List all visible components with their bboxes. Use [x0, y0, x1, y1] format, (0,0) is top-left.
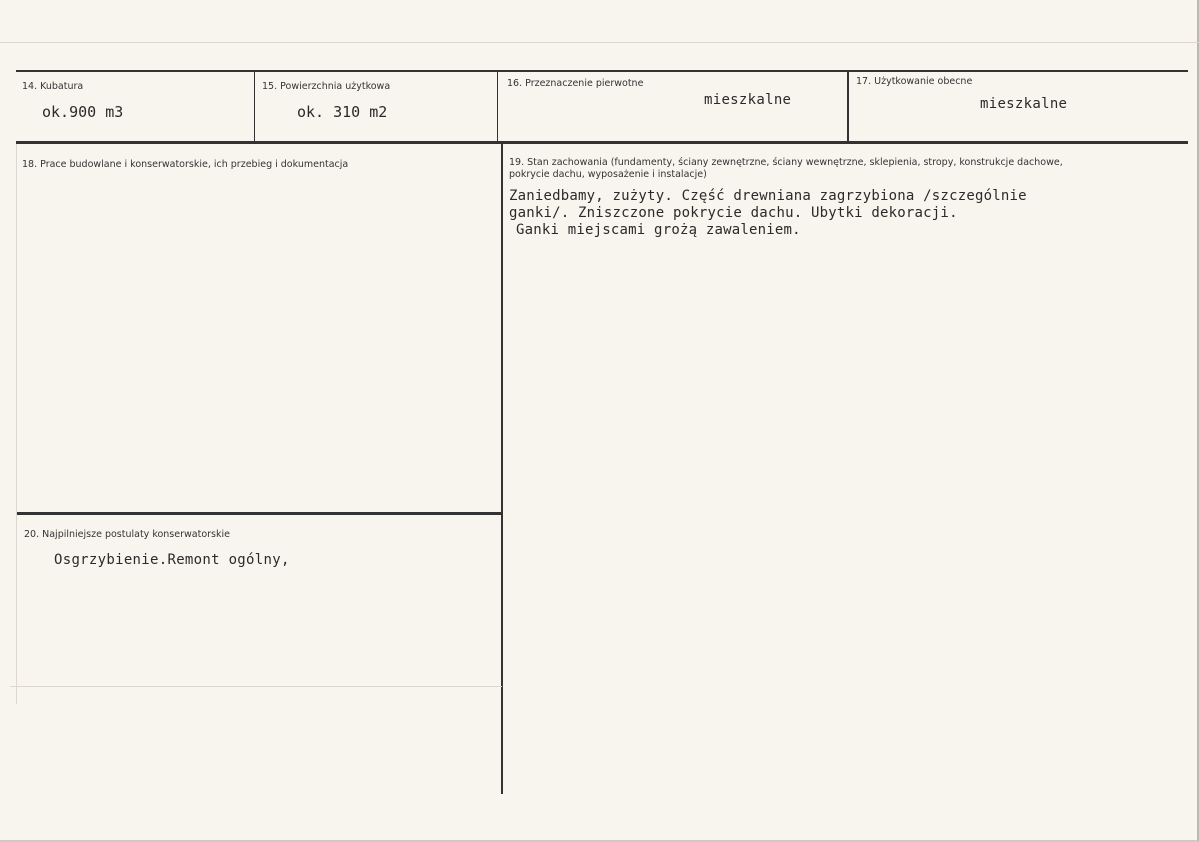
field-14-label: 14. Kubatura — [22, 81, 84, 92]
field-16-value: mieszkalne — [704, 92, 792, 108]
field-19-line-2: ganki/. Zniszczone pokrycie dachu. Ubytki dekoracji. — [509, 205, 958, 221]
field-18-label: 18. Prace budowlane i konserwatorskie, ich przebieg i dokumentacja — [22, 159, 349, 170]
divider-18-20 — [16, 512, 502, 515]
top-rule — [16, 70, 1188, 72]
divider-15-16 — [497, 72, 498, 142]
field-16-label: 16. Przeznaczenie pierwotne — [507, 78, 644, 89]
field-20-value: Osgrzybienie.Remont ogólny, — [54, 552, 290, 568]
row1-bottom-rule — [16, 141, 1188, 144]
field-19-line-1: Zaniedbamy, zużyty. Część drewniana zagrzybiona /szczególnie — [509, 188, 1027, 204]
card-edge-line — [0, 42, 1199, 43]
field-17-label: 17. Użytkowanie obecne — [856, 76, 973, 87]
field-15-value: ok. 310 m2 — [297, 103, 388, 121]
field-17-value: mieszkalne — [980, 96, 1068, 112]
divider-main-vertical — [501, 144, 503, 794]
divider-14-15 — [254, 72, 255, 142]
field-20-label: 20. Najpilniejsze postulaty konserwatorskie — [24, 529, 230, 540]
divider-16-17 — [847, 72, 849, 142]
field-19-label: 19. Stan zachowania (fundamenty, ściany zewnętrzne, ściany wewnętrzne, sklepienia, stropy, konstrukcje dachowe, pokrycie dachu, wyposażenie i instalacje) — [509, 157, 1063, 180]
left-faint-border — [16, 144, 17, 704]
field-19-line-3: Ganki miejscami grożą zawaleniem. — [516, 222, 801, 238]
field-14-value: ok.900 m3 — [42, 103, 124, 121]
bottom-faint-line — [10, 686, 502, 687]
field-15-label: 15. Powierzchnia użytkowa — [262, 81, 391, 92]
